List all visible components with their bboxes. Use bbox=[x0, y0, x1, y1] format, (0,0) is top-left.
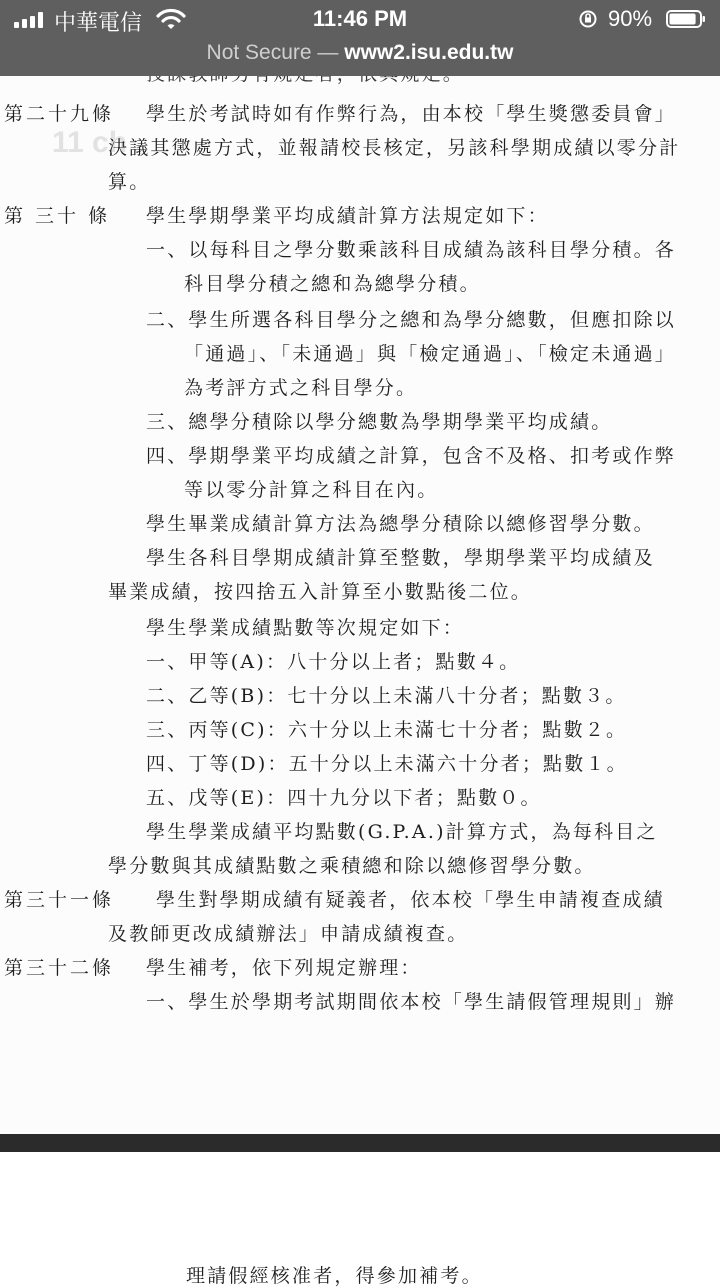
article-30-item-2-line-2: 「通過」、「未通過」與「檢定通過」、「檢定未通過」 bbox=[184, 343, 677, 365]
page-separator bbox=[0, 1134, 720, 1152]
article-31-line-1: 學生對學期成績有疑義者，依本校「學生申請複查成績 bbox=[156, 889, 665, 911]
clock: 11:46 PM bbox=[312, 6, 408, 31]
grade-points-intro: 學生學業成績點數等次規定如下： bbox=[146, 617, 465, 639]
browser-top-bar bbox=[0, 0, 720, 76]
orientation-lock-icon bbox=[578, 9, 598, 29]
grade-item-c: 三、丙等(C)：六十分以上未滿七十分者；點數２。 bbox=[146, 719, 628, 741]
grade-item-e: 五、戊等(E)：四十九分以下者；點數０。 bbox=[146, 787, 542, 809]
article-30-intro: 學生學期學業平均成績計算方法規定如下： bbox=[146, 205, 549, 227]
article-29-line-3: 算。 bbox=[108, 171, 151, 193]
rounding-paragraph-line-1: 學生各科目學期成績計算至整數，學期學業平均成績及 bbox=[146, 547, 655, 569]
article-32-item-1: 一、學生於學期考試期間依本校「學生請假管理規則」辦 bbox=[146, 991, 677, 1013]
article-30-item-3: 三、總學分積除以學分總數為學期學業平均成績。 bbox=[146, 411, 613, 433]
carrier-name: 中華電信 bbox=[54, 10, 143, 35]
article-32-heading: 第三十二條 bbox=[4, 957, 115, 979]
rounding-paragraph-line-2: 畢業成績，按四捨五入計算至小數點後二位。 bbox=[108, 581, 533, 603]
grade-item-b: 二、乙等(B)：七十分以上未滿八十分者；點數３。 bbox=[146, 685, 627, 707]
url-separator: — bbox=[311, 41, 345, 64]
article-30-item-4-line-2: 等以零分計算之科目在內。 bbox=[184, 479, 439, 501]
gpa-paragraph-line-1: 學生學業成績平均點數(G.P.A.)計算方式，為每科目之 bbox=[146, 821, 658, 843]
article-30-item-2-line-1: 二、學生所選各科目學分之總和為學分總數，但應扣除以 bbox=[146, 309, 677, 331]
article-29-heading: 第二十九條 bbox=[4, 103, 115, 125]
battery-icon bbox=[666, 10, 706, 28]
watermark: 11 ch bbox=[52, 126, 128, 159]
next-page-cut-line: 理請假經核准者，得參加補考。 bbox=[186, 1265, 483, 1287]
status-bar bbox=[0, 0, 720, 40]
article-30-item-2-line-3: 為考評方式之科目學分。 bbox=[184, 377, 418, 399]
article-29-line-2: 決議其懲處方式，並報請校長核定，另該科學期成績以零分計 bbox=[108, 137, 681, 159]
address-bar[interactable] bbox=[0, 40, 720, 76]
gpa-paragraph-line-2: 學分數與其成績點數之乘積總和除以總修習學分數。 bbox=[108, 855, 596, 877]
article-31-line-2: 及教師更改成績辦法」申請成績複查。 bbox=[108, 923, 469, 945]
article-29-line-1: 學生於考試時如有作弊行為，由本校「學生獎懲委員會」 bbox=[146, 103, 677, 125]
article-30-item-1-line-2: 科目學分積之總和為總學分積。 bbox=[184, 273, 481, 295]
article-30-item-4-line-1: 四、學期學業平均成績之計算，包含不及格、扣考或作弊 bbox=[146, 445, 677, 467]
graduation-score-paragraph: 學生畢業成績計算方法為總學分積除以總修習學分數。 bbox=[146, 513, 655, 535]
url-host: www2.isu.edu.tw bbox=[344, 41, 514, 64]
not-secure-label: Not Secure bbox=[206, 41, 312, 64]
grade-item-a: 一、甲等(A)：八十分以上者；點數４。 bbox=[146, 651, 521, 673]
document-page bbox=[0, 76, 720, 1134]
article-30-heading: 第 三十 條 bbox=[4, 205, 111, 227]
article-30-item-1-line-1: 一、以每科目之學分數乘該科目成績為該科目學分積。各 bbox=[146, 239, 677, 261]
article-31-heading: 第三十一條 bbox=[4, 889, 115, 911]
battery-percent: 90% bbox=[608, 6, 653, 31]
article-32-intro: 學生補考，依下列規定辦理： bbox=[146, 957, 422, 979]
next-page bbox=[0, 1152, 720, 1287]
grade-item-d: 四、丁等(D)：五十分以上未滿六十分者；點數１。 bbox=[146, 753, 628, 775]
